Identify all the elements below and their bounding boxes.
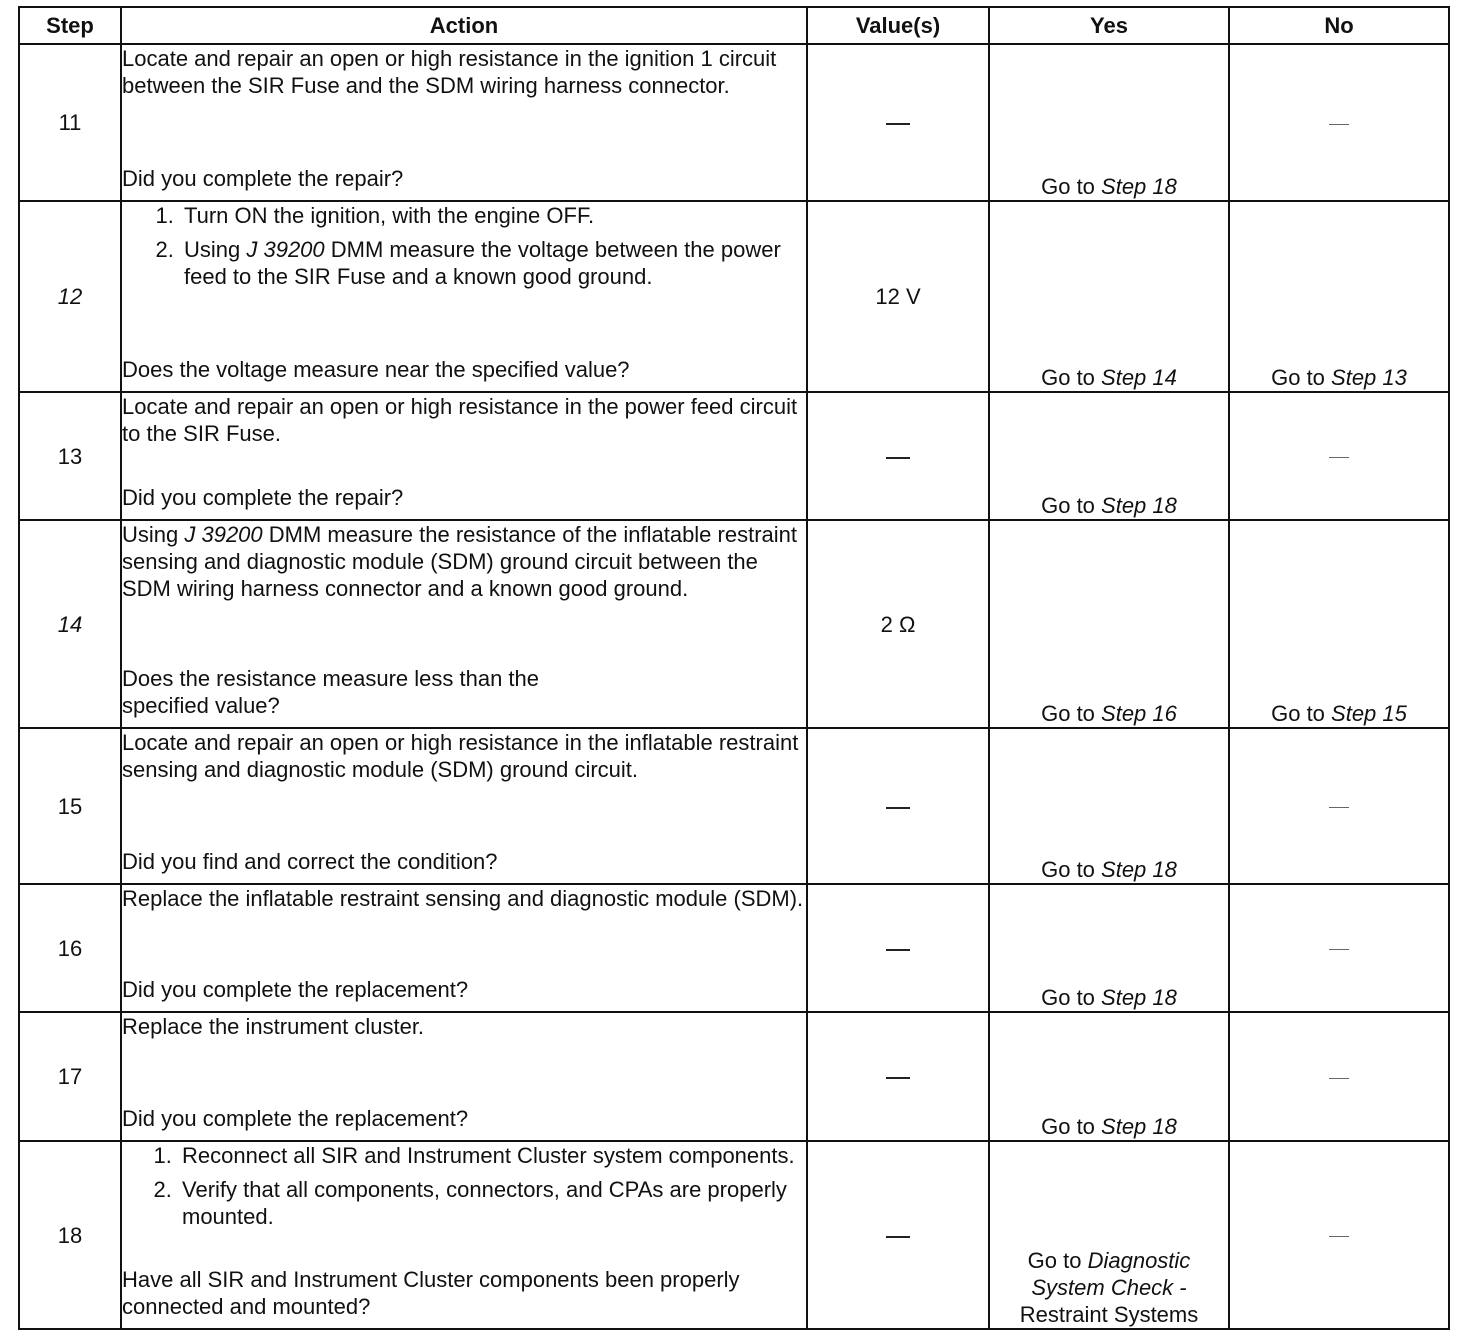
- no-cell: [1229, 728, 1449, 884]
- action-text: Locate and repair an open or high resistance in the inflatable restraint sensing and diagnostic module (SDM) ground circuit.: [122, 730, 799, 782]
- table-row-step-12: [19, 201, 1449, 392]
- table-row-step-18: [19, 1141, 1449, 1329]
- empty-no-dash: [1329, 457, 1349, 458]
- value-cell: [807, 44, 989, 201]
- table-row-step-14: [19, 520, 1449, 728]
- step-number: 14: [19, 520, 121, 728]
- yes-step-link[interactable]: Step 18: [1101, 174, 1177, 199]
- yes-cell: [989, 392, 1229, 520]
- action-text: Locate and repair an open or high resistance in the ignition 1 circuit between the SIR Fuse and the SDM wiring harness connector.: [122, 46, 777, 98]
- action-question: Did you complete the repair?: [122, 166, 404, 191]
- yes-step-link[interactable]: Step 18: [1101, 1114, 1177, 1139]
- action-cell: [121, 201, 807, 392]
- yes-cell: [989, 884, 1229, 1012]
- yes-prefix: Go to: [1027, 1248, 1088, 1273]
- header-no: No: [1229, 7, 1449, 44]
- yes-prefix: Go to: [1041, 493, 1102, 518]
- no-prefix: Go to: [1271, 701, 1332, 726]
- table-row-step-13: [19, 392, 1449, 520]
- action-steps-list: [122, 1142, 806, 1237]
- no-cell: [1229, 1012, 1449, 1141]
- empty-value-dash: [886, 457, 910, 459]
- yes-prefix: Go to: [1041, 365, 1102, 390]
- yes-cell: [989, 1141, 1229, 1329]
- no-cell: [1229, 392, 1449, 520]
- yes-step-link[interactable]: Step 14: [1101, 365, 1177, 390]
- empty-value-dash: [886, 1236, 910, 1238]
- action-cell: [121, 884, 807, 1012]
- empty-value-dash: [886, 1077, 910, 1079]
- no-cell: [1229, 884, 1449, 1012]
- yes-cell: [989, 201, 1229, 392]
- action-cell: [121, 520, 807, 728]
- yes-target[interactable]: [999, 1247, 1219, 1328]
- action-step-item: 2. Using J 39200 DMM measure the voltage between the power feed to the SIR Fuse and a known good ground.: [180, 236, 806, 290]
- action-step-item: 2. Verify that all components, connectors, and CPAs are properly mounted.: [178, 1176, 806, 1230]
- action-text: Replace the instrument cluster.: [122, 1014, 425, 1039]
- yes-prefix: Go to: [1041, 985, 1102, 1010]
- empty-value-dash: [886, 123, 910, 125]
- yes-step-link[interactable]: Step 16: [1101, 701, 1177, 726]
- empty-no-dash: [1329, 1078, 1349, 1079]
- yes-prefix: Go to: [1041, 857, 1102, 882]
- no-cell: [1229, 1141, 1449, 1329]
- header-row: [19, 7, 1449, 44]
- action-text: Locate and repair an open or high resistance in the power feed circuit to the SIR Fuse.: [122, 394, 798, 446]
- action-cell: [121, 728, 807, 884]
- step-number: 13: [19, 392, 121, 520]
- no-prefix: Go to: [1271, 365, 1332, 390]
- action-step-item: 1. Turn ON the ignition, with the engine OFF.: [180, 202, 806, 229]
- step-number: 15: [19, 728, 121, 884]
- yes-prefix: Go to: [1041, 1114, 1102, 1139]
- tool-ref: J 39200: [184, 522, 263, 547]
- table-row-step-16: [19, 884, 1449, 1012]
- yes-step-link[interactable]: Step 18: [1101, 493, 1177, 518]
- step-number: 12: [19, 201, 121, 392]
- action-cell: [121, 392, 807, 520]
- empty-no-dash: [1329, 1236, 1349, 1237]
- action-cell: [121, 1141, 807, 1329]
- empty-value-dash: [886, 807, 910, 809]
- step-number: 16: [19, 884, 121, 1012]
- step-number: 11: [19, 44, 121, 201]
- empty-no-dash: [1329, 949, 1349, 950]
- yes-diagnostic-link[interactable]: Diagnostic System Check -: [1031, 1248, 1191, 1300]
- diagnostic-table: [18, 6, 1450, 1330]
- step-number: 17: [19, 1012, 121, 1141]
- tool-ref: J 39200: [246, 237, 325, 262]
- empty-value-dash: [886, 949, 910, 951]
- yes-cell: [989, 1012, 1229, 1141]
- table-row-step-15: [19, 728, 1449, 884]
- step-number: 18: [19, 1141, 121, 1329]
- empty-no-dash: [1329, 124, 1349, 125]
- header-values: Value(s): [807, 7, 989, 44]
- no-cell: [1229, 520, 1449, 728]
- value-cell: [807, 884, 989, 1012]
- value-cell: [807, 1012, 989, 1141]
- yes-cell: [989, 728, 1229, 884]
- empty-no-dash: [1329, 807, 1349, 808]
- value-cell: [807, 1141, 989, 1329]
- no-step-link[interactable]: Step 13: [1331, 365, 1407, 390]
- value-cell: 2 Ω: [807, 520, 989, 728]
- table-row-step-11: [19, 44, 1449, 201]
- action-step-item: 1. Reconnect all SIR and Instrument Cluster system components.: [178, 1142, 806, 1169]
- action-question: Did you complete the repair?: [122, 485, 404, 510]
- table-row-step-17: [19, 1012, 1449, 1141]
- action-question: Have all SIR and Instrument Cluster components been properly connected and mounted?: [122, 1267, 740, 1319]
- no-cell: [1229, 44, 1449, 201]
- action-steps-list: [122, 202, 806, 297]
- action-text: Using J 39200 DMM measure the resistance of the inflatable restraint sensing and diagnostic module (SDM) ground circuit between the SDM wiring harness connector and a known good ground.: [122, 522, 798, 601]
- header-action: Action: [121, 7, 807, 44]
- action-question: Did you find and correct the condition?: [122, 849, 498, 874]
- no-step-link[interactable]: Step 15: [1331, 701, 1407, 726]
- action-question: Does the resistance measure less than the specified value?: [122, 666, 540, 718]
- yes-step-link[interactable]: Step 18: [1101, 985, 1177, 1010]
- value-cell: [807, 728, 989, 884]
- header-yes: Yes: [989, 7, 1229, 44]
- yes-cell: [989, 520, 1229, 728]
- action-question: Did you complete the replacement?: [122, 1106, 469, 1131]
- yes-cell: [989, 44, 1229, 201]
- action-cell: [121, 44, 807, 201]
- no-cell: [1229, 201, 1449, 392]
- action-cell: [121, 1012, 807, 1141]
- yes-prefix: Go to: [1041, 701, 1102, 726]
- yes-prefix: Go to: [1041, 174, 1102, 199]
- action-question: Does the voltage measure near the specified value?: [122, 357, 630, 382]
- yes-step-link[interactable]: Step 18: [1101, 857, 1177, 882]
- header-step: Step: [19, 7, 121, 44]
- action-question: Did you complete the replacement?: [122, 977, 469, 1002]
- yes-suffix: Restraint Systems: [1019, 1302, 1199, 1327]
- value-cell: [807, 392, 989, 520]
- action-text: Replace the inflatable restraint sensing and diagnostic module (SDM).: [122, 886, 804, 911]
- value-cell: 12 V: [807, 201, 989, 392]
